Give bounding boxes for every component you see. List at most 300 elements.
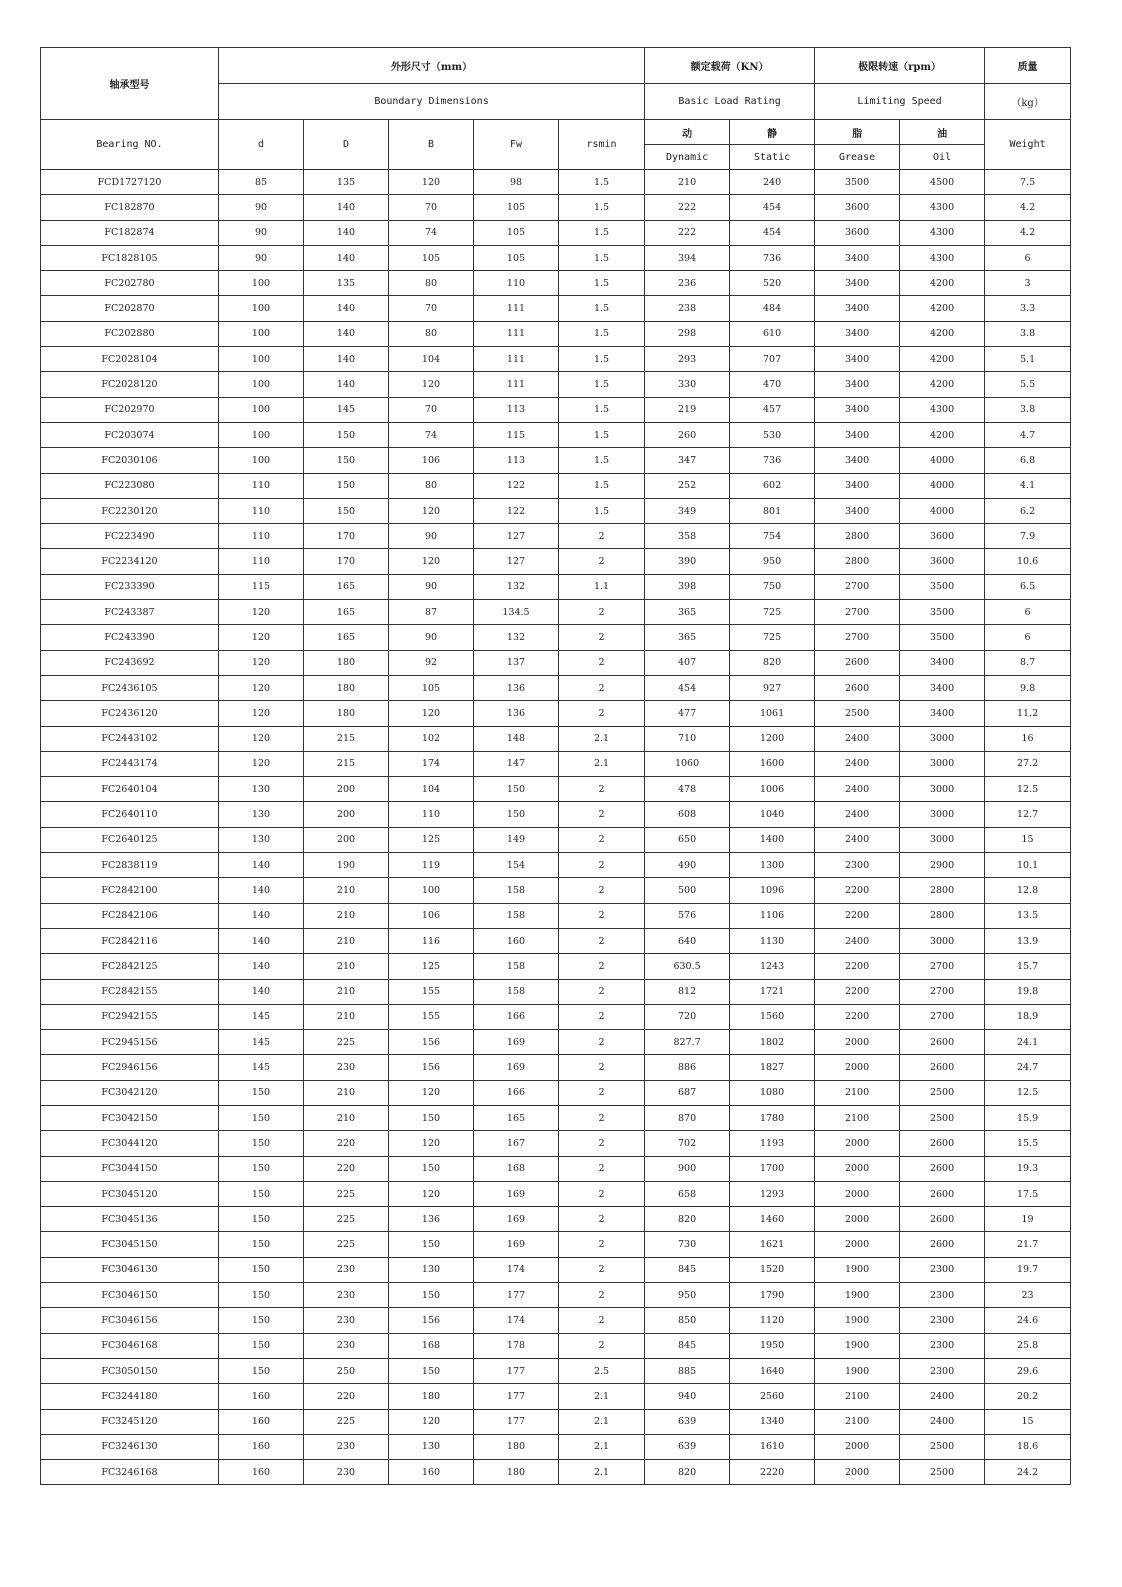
cell-static: 950 [730,549,815,574]
cell-rsmin: 2.1 [559,1409,645,1434]
cell-dynamic: 710 [645,726,730,751]
cell-oil: 4300 [900,397,985,422]
cell-d: 150 [219,1131,304,1156]
cell-rsmin: 1.5 [559,195,645,220]
cell-B: 150 [389,1232,474,1257]
cell-B: 150 [389,1283,474,1308]
cell-oil: 3500 [900,625,985,650]
cell-grease: 2700 [815,600,900,625]
cell-grease: 2400 [815,777,900,802]
cell-grease: 2500 [815,701,900,726]
cell-B: 104 [389,347,474,372]
table-row [41,220,1071,245]
cell-rsmin: 1.5 [559,448,645,473]
cell-static: 1520 [730,1257,815,1282]
cell-fw: 180 [474,1434,559,1459]
cell-d: 110 [219,549,304,574]
cell-fw: 149 [474,827,559,852]
cell-rsmin: 2 [559,1232,645,1257]
cell-rsmin: 2 [559,1131,645,1156]
cell-static: 2220 [730,1460,815,1485]
cell-static: 2560 [730,1384,815,1409]
cell-d: 90 [219,220,304,245]
cell-oil: 2600 [900,1232,985,1257]
cell-grease: 2400 [815,726,900,751]
cell-grease: 2100 [815,1105,900,1130]
cell-fw: 111 [474,296,559,321]
table-row [41,600,1071,625]
cell-weight: 12.8 [985,878,1071,903]
cell-D: 210 [304,1105,389,1130]
cell-weight: 24.1 [985,1030,1071,1055]
table-row [41,397,1071,422]
cell-weight: 18.9 [985,1004,1071,1029]
table-row [41,1181,1071,1206]
cell-dynamic: 845 [645,1333,730,1358]
table-row [41,1080,1071,1105]
cell-d: 140 [219,979,304,1004]
cell-fw: 177 [474,1283,559,1308]
cell-fw: 137 [474,650,559,675]
table-row [41,549,1071,574]
cell-static: 530 [730,422,815,447]
cell-weight: 24.2 [985,1460,1071,1485]
cell-D: 225 [304,1207,389,1232]
cell-D: 225 [304,1030,389,1055]
table-row [41,751,1071,776]
cell-model: FC3046130 [41,1257,219,1282]
cell-D: 190 [304,853,389,878]
header-static-cn: 静 [730,120,815,145]
cell-rsmin: 1.5 [559,245,645,270]
cell-d: 85 [219,170,304,195]
cell-d: 150 [219,1283,304,1308]
cell-d: 140 [219,878,304,903]
cell-fw: 136 [474,675,559,700]
cell-dynamic: 407 [645,650,730,675]
cell-grease: 3500 [815,170,900,195]
cell-D: 210 [304,979,389,1004]
cell-oil: 3600 [900,524,985,549]
cell-dynamic: 886 [645,1055,730,1080]
cell-fw: 127 [474,549,559,574]
cell-weight: 29.6 [985,1358,1071,1383]
cell-dynamic: 687 [645,1080,730,1105]
table-row [41,448,1071,473]
cell-weight: 4.7 [985,422,1071,447]
cell-d: 120 [219,675,304,700]
cell-B: 136 [389,1207,474,1232]
table-row [41,1333,1071,1358]
cell-oil: 2300 [900,1257,985,1282]
cell-oil: 2500 [900,1080,985,1105]
cell-B: 106 [389,903,474,928]
cell-B: 90 [389,524,474,549]
cell-oil: 2600 [900,1055,985,1080]
cell-d: 90 [219,245,304,270]
cell-dynamic: 365 [645,600,730,625]
cell-model: FC2230120 [41,498,219,523]
header-oil-en: Oil [900,145,985,170]
table-row [41,777,1071,802]
cell-static: 1340 [730,1409,815,1434]
table-row [41,422,1071,447]
cell-model: FC1828105 [41,245,219,270]
cell-B: 74 [389,422,474,447]
cell-static: 454 [730,220,815,245]
table-row [41,1257,1071,1282]
header-grease-en: Grease [815,145,900,170]
cell-weight: 27.2 [985,751,1071,776]
header-static-en: Static [730,145,815,170]
header-boundary-cn: 外形尺寸（mm） [219,48,645,84]
cell-fw: 168 [474,1156,559,1181]
cell-rsmin: 2 [559,954,645,979]
cell-d: 120 [219,650,304,675]
cell-d: 150 [219,1181,304,1206]
cell-D: 165 [304,625,389,650]
cell-model: FC2842116 [41,928,219,953]
cell-d: 130 [219,827,304,852]
table-row [41,1384,1071,1409]
cell-weight: 15.5 [985,1131,1071,1156]
cell-D: 220 [304,1384,389,1409]
cell-model: FC3042150 [41,1105,219,1130]
cell-static: 1080 [730,1080,815,1105]
cell-fw: 154 [474,853,559,878]
cell-grease: 2100 [815,1080,900,1105]
cell-grease: 2200 [815,979,900,1004]
cell-weight: 3.3 [985,296,1071,321]
cell-dynamic: 630.5 [645,954,730,979]
cell-model: FC233390 [41,574,219,599]
cell-rsmin: 2 [559,1055,645,1080]
cell-dynamic: 639 [645,1434,730,1459]
cell-rsmin: 2 [559,549,645,574]
cell-model: FC3046168 [41,1333,219,1358]
header-model-en: Bearing NO. [41,120,219,170]
header-boundary-en: Boundary Dimensions [219,84,645,120]
cell-static: 725 [730,625,815,650]
cell-fw: 158 [474,954,559,979]
cell-fw: 127 [474,524,559,549]
cell-weight: 5.5 [985,372,1071,397]
cell-oil: 2300 [900,1308,985,1333]
cell-dynamic: 820 [645,1460,730,1485]
cell-oil: 3000 [900,777,985,802]
cell-B: 100 [389,878,474,903]
cell-weight: 10.1 [985,853,1071,878]
cell-model: FC3246130 [41,1434,219,1459]
cell-rsmin: 1.5 [559,347,645,372]
cell-weight: 24.6 [985,1308,1071,1333]
cell-static: 610 [730,321,815,346]
cell-fw: 110 [474,271,559,296]
cell-model: FC2640125 [41,827,219,852]
cell-dynamic: 702 [645,1131,730,1156]
cell-D: 200 [304,802,389,827]
table-row [41,979,1071,1004]
cell-model: FC2842155 [41,979,219,1004]
cell-rsmin: 1.5 [559,296,645,321]
cell-rsmin: 2 [559,1283,645,1308]
cell-grease: 2000 [815,1181,900,1206]
cell-fw: 166 [474,1004,559,1029]
cell-dynamic: 298 [645,321,730,346]
cell-oil: 4200 [900,271,985,296]
table-row [41,1358,1071,1383]
cell-B: 174 [389,751,474,776]
cell-grease: 3400 [815,448,900,473]
cell-model: FC3044150 [41,1156,219,1181]
cell-model: FC3045136 [41,1207,219,1232]
cell-fw: 158 [474,903,559,928]
cell-model: FC3044120 [41,1131,219,1156]
cell-B: 70 [389,296,474,321]
cell-B: 168 [389,1333,474,1358]
cell-model: FC2030106 [41,448,219,473]
cell-model: FC2436120 [41,701,219,726]
cell-fw: 169 [474,1181,559,1206]
cell-static: 520 [730,271,815,296]
cell-grease: 2800 [815,524,900,549]
cell-B: 110 [389,802,474,827]
cell-D: 215 [304,726,389,751]
cell-B: 102 [389,726,474,751]
cell-model: FC202880 [41,321,219,346]
cell-B: 119 [389,853,474,878]
cell-dynamic: 730 [645,1232,730,1257]
cell-B: 120 [389,498,474,523]
cell-oil: 4300 [900,245,985,270]
cell-d: 100 [219,448,304,473]
header-dynamic-en: Dynamic [645,145,730,170]
cell-fw: 148 [474,726,559,751]
cell-d: 140 [219,954,304,979]
cell-dynamic: 639 [645,1409,730,1434]
cell-fw: 178 [474,1333,559,1358]
cell-B: 105 [389,245,474,270]
header-col-B: B [389,120,474,170]
cell-dynamic: 827.7 [645,1030,730,1055]
cell-rsmin: 2 [559,1105,645,1130]
cell-dynamic: 293 [645,347,730,372]
cell-rsmin: 2 [559,1181,645,1206]
cell-model: FC3246168 [41,1460,219,1485]
cell-oil: 3000 [900,726,985,751]
cell-fw: 132 [474,625,559,650]
cell-weight: 6.8 [985,448,1071,473]
cell-oil: 2300 [900,1333,985,1358]
cell-rsmin: 2 [559,802,645,827]
cell-oil: 3500 [900,574,985,599]
cell-D: 180 [304,701,389,726]
cell-dynamic: 950 [645,1283,730,1308]
cell-grease: 3400 [815,498,900,523]
cell-dynamic: 478 [645,777,730,802]
cell-dynamic: 820 [645,1207,730,1232]
cell-fw: 174 [474,1257,559,1282]
cell-model: FC3050150 [41,1358,219,1383]
cell-B: 130 [389,1434,474,1459]
bearing-spec-table [40,47,1071,1485]
cell-weight: 4.1 [985,473,1071,498]
cell-oil: 3000 [900,751,985,776]
cell-model: FC202870 [41,296,219,321]
cell-model: FC243692 [41,650,219,675]
cell-d: 100 [219,347,304,372]
cell-B: 90 [389,574,474,599]
cell-d: 150 [219,1333,304,1358]
cell-model: FC2842100 [41,878,219,903]
cell-model: FC243390 [41,625,219,650]
cell-B: 125 [389,954,474,979]
cell-rsmin: 2 [559,650,645,675]
cell-D: 150 [304,473,389,498]
cell-weight: 19 [985,1207,1071,1232]
cell-dynamic: 500 [645,878,730,903]
cell-d: 140 [219,928,304,953]
cell-d: 100 [219,422,304,447]
cell-grease: 1900 [815,1333,900,1358]
cell-B: 87 [389,600,474,625]
cell-grease: 1900 [815,1358,900,1383]
cell-static: 1460 [730,1207,815,1232]
cell-D: 250 [304,1358,389,1383]
cell-static: 1006 [730,777,815,802]
cell-d: 90 [219,195,304,220]
cell-d: 120 [219,701,304,726]
cell-oil: 3400 [900,675,985,700]
cell-weight: 20.2 [985,1384,1071,1409]
cell-grease: 2200 [815,878,900,903]
cell-rsmin: 2 [559,1156,645,1181]
cell-oil: 2400 [900,1384,985,1409]
cell-d: 140 [219,853,304,878]
table-row [41,524,1071,549]
cell-rsmin: 2 [559,524,645,549]
cell-static: 1950 [730,1333,815,1358]
cell-static: 1600 [730,751,815,776]
cell-B: 156 [389,1308,474,1333]
cell-d: 100 [219,321,304,346]
cell-static: 457 [730,397,815,422]
cell-model: FC2443102 [41,726,219,751]
table-row [41,1004,1071,1029]
cell-grease: 2000 [815,1434,900,1459]
cell-weight: 6 [985,245,1071,270]
cell-grease: 3400 [815,271,900,296]
cell-static: 1400 [730,827,815,852]
cell-dynamic: 398 [645,574,730,599]
cell-weight: 16 [985,726,1071,751]
cell-static: 602 [730,473,815,498]
cell-d: 150 [219,1257,304,1282]
cell-dynamic: 650 [645,827,730,852]
cell-rsmin: 2 [559,600,645,625]
table-row [41,1308,1071,1333]
cell-D: 220 [304,1131,389,1156]
table-row [41,372,1071,397]
header-col-D: D [304,120,389,170]
cell-B: 90 [389,625,474,650]
cell-weight: 19.8 [985,979,1071,1004]
cell-dynamic: 252 [645,473,730,498]
cell-D: 140 [304,372,389,397]
cell-model: FC2028104 [41,347,219,372]
table-row [41,1283,1071,1308]
cell-rsmin: 2.1 [559,1384,645,1409]
cell-grease: 2400 [815,751,900,776]
cell-oil: 4200 [900,321,985,346]
cell-rsmin: 2 [559,1333,645,1358]
cell-B: 120 [389,1131,474,1156]
cell-dynamic: 658 [645,1181,730,1206]
cell-weight: 7.9 [985,524,1071,549]
cell-rsmin: 2.1 [559,1460,645,1485]
cell-oil: 2600 [900,1181,985,1206]
cell-D: 230 [304,1308,389,1333]
header-weight-cn: 质量 [985,48,1071,84]
cell-D: 215 [304,751,389,776]
cell-static: 1300 [730,853,815,878]
cell-oil: 2700 [900,1004,985,1029]
cell-model: FC3045120 [41,1181,219,1206]
cell-rsmin: 1.5 [559,422,645,447]
cell-static: 1560 [730,1004,815,1029]
cell-grease: 2200 [815,954,900,979]
cell-B: 104 [389,777,474,802]
cell-static: 454 [730,195,815,220]
cell-fw: 105 [474,195,559,220]
cell-d: 130 [219,777,304,802]
cell-B: 150 [389,1156,474,1181]
cell-d: 120 [219,600,304,625]
cell-oil: 2900 [900,853,985,878]
cell-model: FC2942155 [41,1004,219,1029]
cell-weight: 7.5 [985,170,1071,195]
cell-fw: 177 [474,1358,559,1383]
cell-B: 180 [389,1384,474,1409]
cell-fw: 113 [474,397,559,422]
cell-B: 120 [389,1181,474,1206]
cell-weight: 6 [985,600,1071,625]
cell-rsmin: 1.5 [559,473,645,498]
cell-B: 105 [389,675,474,700]
header-col-fw: Fw [474,120,559,170]
table-row [41,170,1071,195]
cell-B: 120 [389,170,474,195]
cell-weight: 4.2 [985,220,1071,245]
cell-D: 140 [304,195,389,220]
cell-model: FCD1727120 [41,170,219,195]
cell-model: FC3046150 [41,1283,219,1308]
cell-dynamic: 900 [645,1156,730,1181]
cell-dynamic: 349 [645,498,730,523]
cell-d: 160 [219,1434,304,1459]
cell-rsmin: 2 [559,1030,645,1055]
table-row [41,271,1071,296]
cell-grease: 2400 [815,802,900,827]
cell-fw: 158 [474,878,559,903]
cell-dynamic: 365 [645,625,730,650]
cell-model: FC3245120 [41,1409,219,1434]
cell-weight: 12.5 [985,1080,1071,1105]
cell-D: 135 [304,170,389,195]
cell-model: FC182870 [41,195,219,220]
header-load-cn: 额定载荷（KN） [645,48,815,84]
cell-model: FC3042120 [41,1080,219,1105]
